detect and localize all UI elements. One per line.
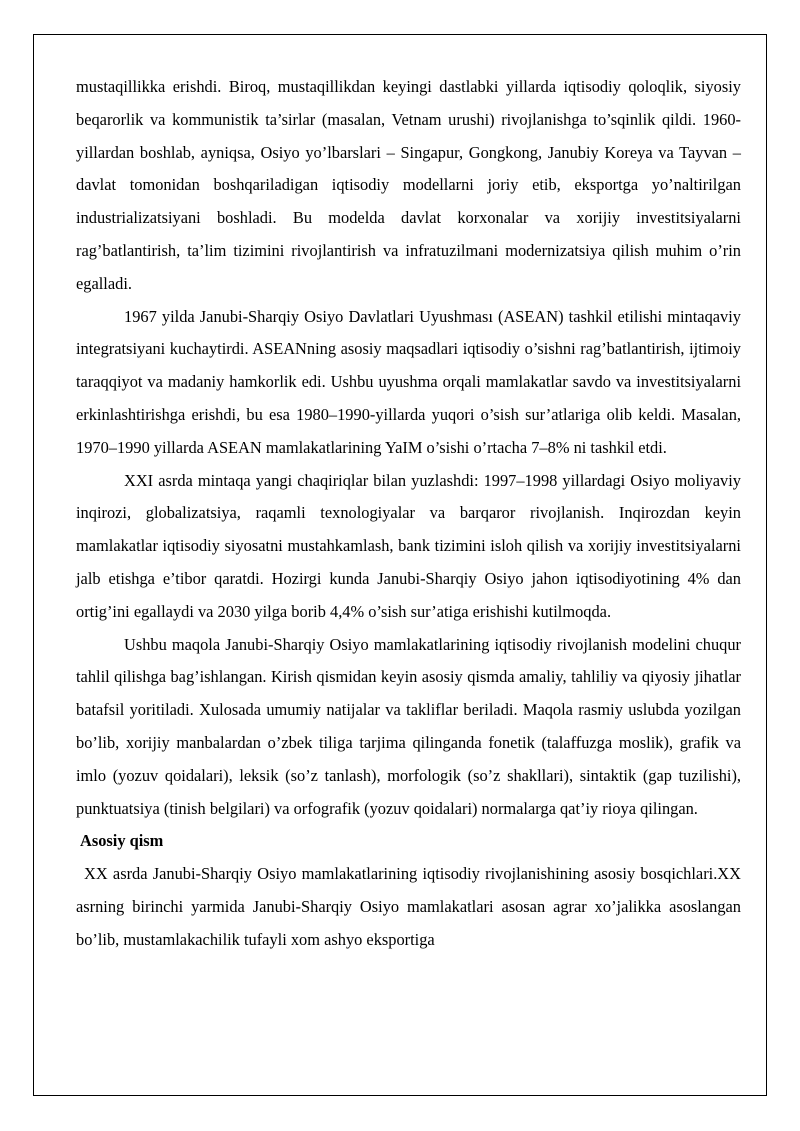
paragraph-asean: 1967 yilda Janubi-Sharqiy Osiyo Davlatlari Uyushması (ASEAN) tashkil etilishi mintaqaviy integratsiyani kuchaytirdi. ASEANning asosiy maqsadlari iqtisodiy o’sishni rag’batlantirish, ijtimoiy taraqqiyot va madaniy hamkorlik edi. Ushbu uyushma orqali mamlakatlar savdo va investitsiyalarni erkinlashtirishga erishdi, bu esa 1980–1990-yillarda yuqori o’sish sur’atlariga olib keldi. Masalan, 1970–1990 yillarda ASEAN mamlakatlarining YaIM o’sishi o’rtacha 7–8% ni tashkil etdi. — [76, 306, 741, 457]
section-heading: Asosiy qism — [80, 831, 164, 851]
paragraph-article-purpose: Ushbu maqola Janubi-Sharqiy Osiyo mamlakatlarining iqtisodiy rivojlanish modelini chuqur tahlil qilishga bag’ishlangan. Kirish qismidan keyin asosiy qismda amaliy, tahliliy va qiyosiy jihatlar batafsil yoritiladi. Xulosada umumiy natijalar va takliflar beriladi. Maqola rasmiy uslubda yozilgan bo’lib, xorijiy manbalardan o’zbek tiliga tarjima qilinganda fonetik (talaffuzga moslik), grafik va imlo (yozuv qoidalari), leksik (so’z tanlash), morfologik (so’z shakllari), sintaktik (gap tuzilishi), punktuatsiya (tinish belgilari) va orfografik (yozuv qoidalari) normalarga qat’iy rioya qilingan. — [76, 634, 741, 818]
paragraph-main-section: XX asrda Janubi-Sharqiy Osiyo mamlakatlarining iqtisodiy rivojlanishining asosiy bosqichlari.XX asrning birinchi yarmida Janubi-Sharqiy Osiyo mamlakatlari asosan agrar xo’jalikka asoslangan bo’lib, mustamlakachilik tufayli xom ashyo eksportiga — [76, 864, 741, 949]
paragraph-continuation: mustaqillikka erishdi. Biroq, mustaqillikdan keyingi dastlabki yillarda iqtisodiy qoloqlik, siyosiy beqarorlik va kommunistik ta’sirlar (masalan, Vetnam urushi) rivojlanishga to’sqinlik qildi. 1960-yillardan boshlab, ayniqsa, Osiyo yo’lbarslari – Singapur, Gongkong, Janubiy Koreya va Tayvan – davlat tomonidan boshqariladigan iqtisodiy modellarni joriy etib, eksportga yo’naltirilgan industrializatsiyani boshladi. Bu modelda davlat korxonalar va xorijiy investitsiyalarni rag’batlantirish, ta’lim tizimini rivojlantirish va infratuzilmani modernizatsiya qilish muhim o’rin egalladi. — [76, 77, 741, 293]
document-body — [76, 71, 741, 957]
paragraph-xxi-century: XXI asrda mintaqa yangi chaqiriqlar bilan yuzlashdi: 1997–1998 yillardagi Osiyo moliyaviy inqirozi, globalizatsiya, raqamli texnologiyalar va barqaror rivojlanish. Inqirozdan keyin mamlakatlar iqtisodiy siyosatni mustahkamlash, bank tizimini isloh qilish va xorijiy investitsiyalarni jalb etishga e’tibor qaratdi. Hozirgi kunda Janubi-Sharqiy Osiyo jahon iqtisodiyotining 4% dan ortig’ini egallaydi va 2030 yilga borib 4,4% o’sish sur’atiga erishishi kutilmoqda. — [76, 470, 741, 621]
